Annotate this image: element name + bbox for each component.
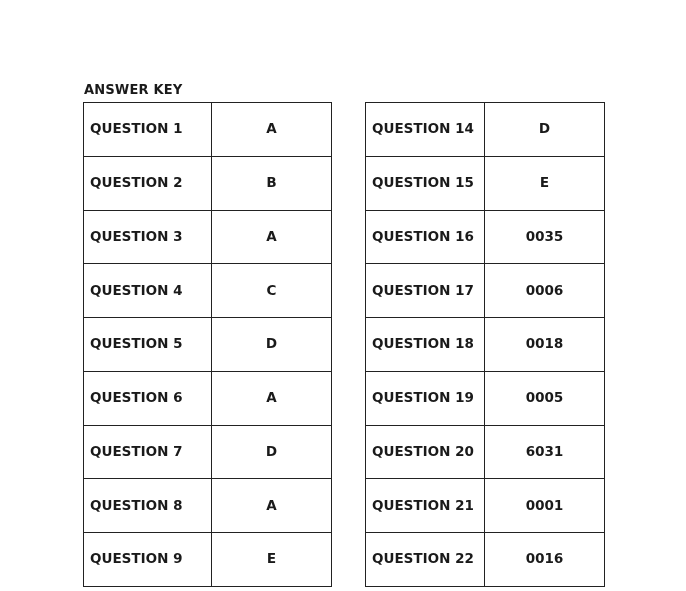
answer-value: E	[212, 533, 332, 587]
answer-value: 0035	[485, 210, 605, 264]
table-row	[366, 533, 605, 587]
answer-value: 0018	[485, 318, 605, 372]
table-row	[366, 156, 605, 210]
question-label: QUESTION 7	[84, 425, 212, 479]
question-label: QUESTION 17	[366, 264, 485, 318]
answer-table-right	[365, 102, 605, 587]
table-row	[366, 264, 605, 318]
answer-value: A	[212, 103, 332, 157]
question-label: QUESTION 9	[84, 533, 212, 587]
question-label: QUESTION 21	[366, 479, 485, 533]
table-row	[84, 318, 332, 372]
question-label: QUESTION 15	[366, 156, 485, 210]
question-label: QUESTION 4	[84, 264, 212, 318]
answer-value: D	[212, 425, 332, 479]
question-label: QUESTION 5	[84, 318, 212, 372]
answer-value: 0005	[485, 371, 605, 425]
question-label: QUESTION 2	[84, 156, 212, 210]
table-row	[84, 210, 332, 264]
answer-value: A	[212, 479, 332, 533]
answer-value: E	[485, 156, 605, 210]
table-row	[84, 371, 332, 425]
table-row	[366, 318, 605, 372]
answer-value: C	[212, 264, 332, 318]
question-label: QUESTION 3	[84, 210, 212, 264]
table-row	[84, 156, 332, 210]
question-label: QUESTION 16	[366, 210, 485, 264]
question-label: QUESTION 20	[366, 425, 485, 479]
table-row	[84, 425, 332, 479]
table-row	[366, 103, 605, 157]
answer-value: 0006	[485, 264, 605, 318]
answer-value: A	[212, 210, 332, 264]
question-label: QUESTION 19	[366, 371, 485, 425]
question-label: QUESTION 6	[84, 371, 212, 425]
table-row	[84, 103, 332, 157]
answer-value: D	[485, 103, 605, 157]
answer-key-heading: ANSWER KEY	[84, 83, 183, 98]
answer-value: B	[212, 156, 332, 210]
table-row	[366, 425, 605, 479]
question-label: QUESTION 8	[84, 479, 212, 533]
answer-value: 0016	[485, 533, 605, 587]
question-label: QUESTION 14	[366, 103, 485, 157]
answer-value: A	[212, 371, 332, 425]
table-row	[84, 479, 332, 533]
table-row	[366, 479, 605, 533]
question-label: QUESTION 18	[366, 318, 485, 372]
table-row	[84, 264, 332, 318]
answer-value: 0001	[485, 479, 605, 533]
answer-table-left	[83, 102, 332, 587]
table-row	[366, 210, 605, 264]
question-label: QUESTION 22	[366, 533, 485, 587]
table-row	[366, 371, 605, 425]
answer-value: 6031	[485, 425, 605, 479]
table-row	[84, 533, 332, 587]
answer-value: D	[212, 318, 332, 372]
question-label: QUESTION 1	[84, 103, 212, 157]
